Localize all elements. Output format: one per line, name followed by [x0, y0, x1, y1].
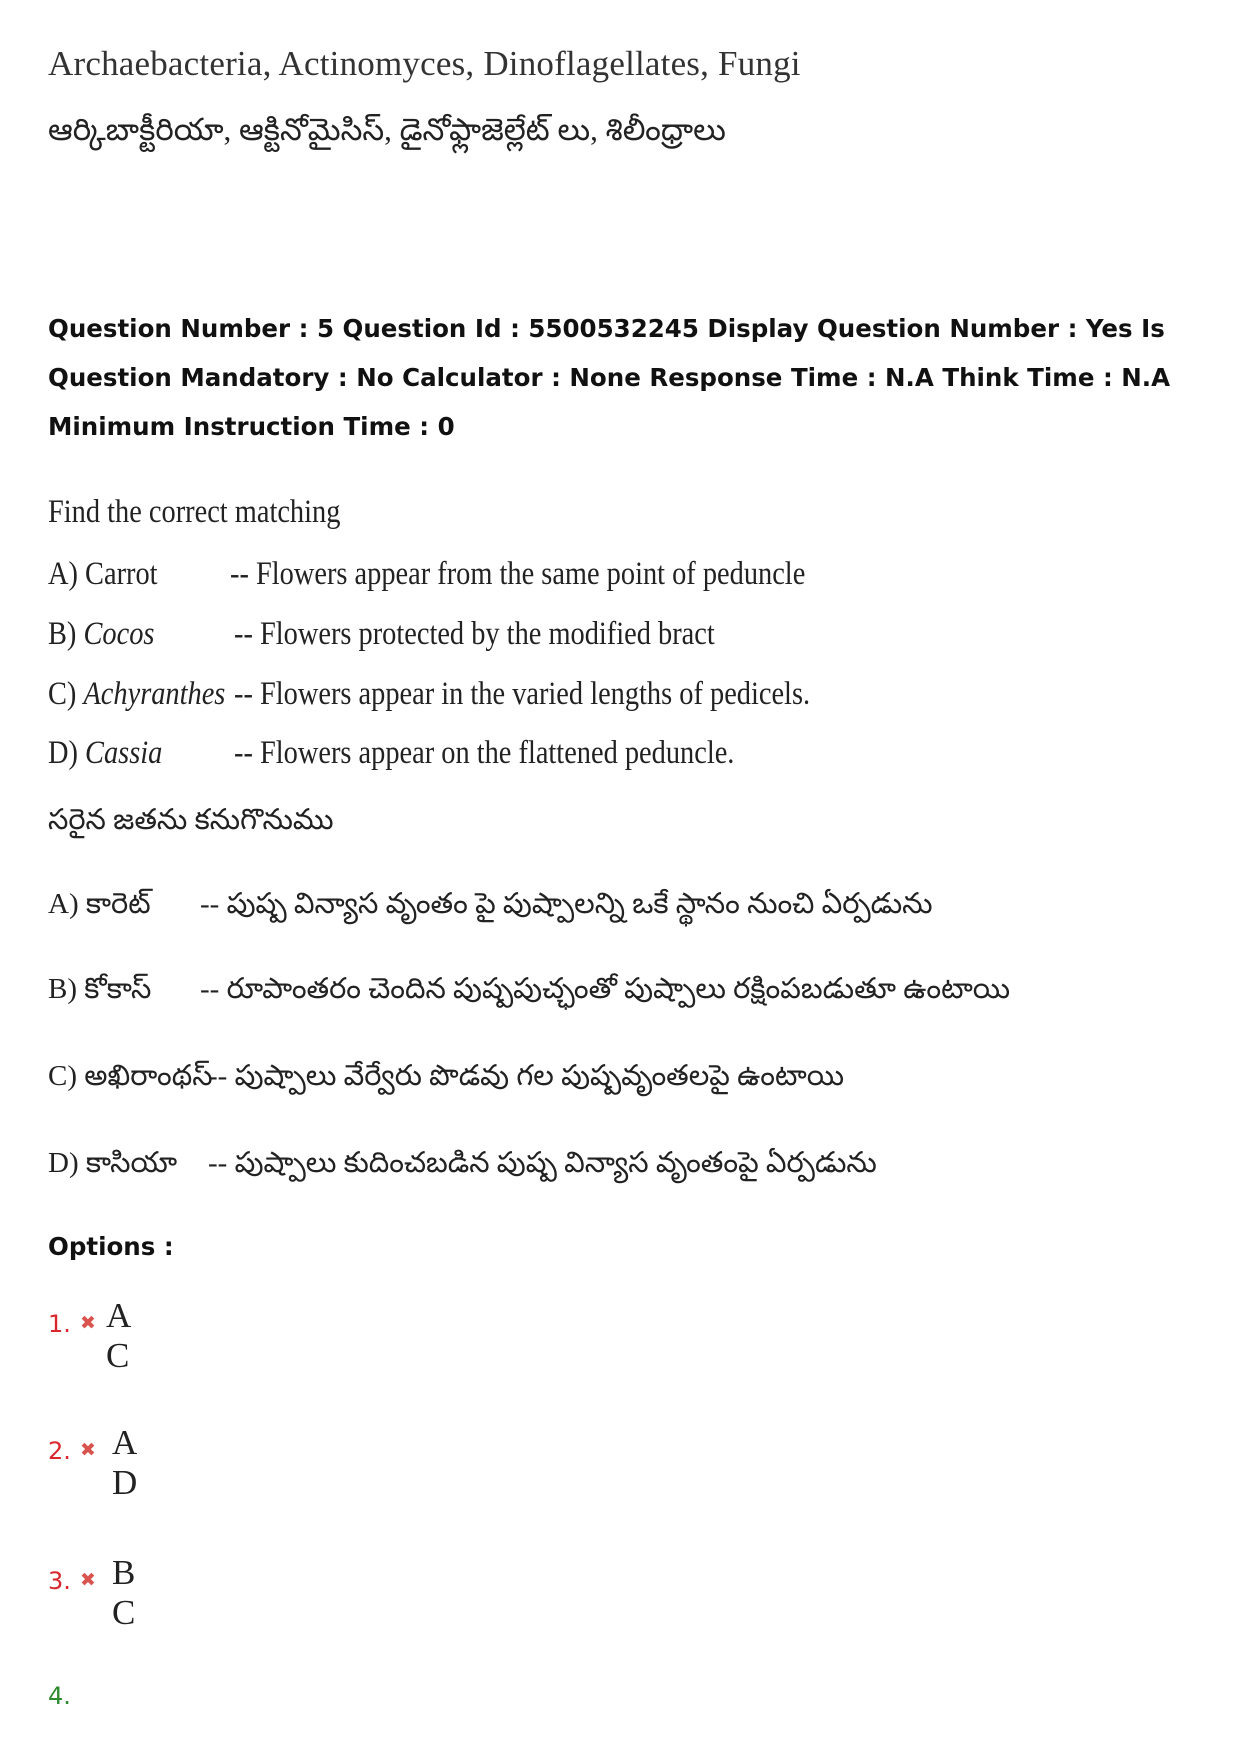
match-label: B) Cocos: [48, 616, 155, 652]
cross-icon: ✖: [80, 1312, 96, 1334]
match-label: D) కాసియా: [48, 1147, 178, 1179]
option-number: 3.: [48, 1567, 71, 1595]
match-description: -- Flowers appear on the flattened peduncle.: [234, 735, 735, 771]
option-number: 2.: [48, 1437, 71, 1465]
match-description: -- రూపాంతరం చెందిన పుష్పపుచ్ఛంతో పుష్పాలు రక్షింపబడుతూ ఉంటాయి: [200, 973, 1011, 1005]
cross-icon: ✖: [80, 1439, 96, 1461]
option-value: A C: [106, 1296, 132, 1375]
previous-option-telugu: ఆర్కిబాక్టీరియా, ఆక్టినోమైసిస్, డైనోఫ్లాజెల్లేట్ లు, శిలీంధ్రాలు: [48, 112, 726, 147]
question-heading-telugu: సరైన జతను కనుగొనుము: [48, 804, 334, 836]
match-label: C) Achyranthes: [48, 676, 226, 712]
match-description: -- Flowers appear from the same point of peduncle: [230, 556, 806, 592]
match-description: -- పుష్పాలు కుదించబడిన పుష్ప విన్యాస వృంతంపై ఏర్పడును: [208, 1147, 877, 1179]
question-meta: Question Number : 5 Question Id : 5500532245 Display Question Number : Yes Is Question Mandatory : No Calculator : None Response Time : N.A Think Time : N.A Minimum Instruction Time : 0: [48, 314, 1171, 441]
options-title: Options :: [48, 1232, 174, 1261]
option-value: B C: [112, 1553, 138, 1632]
match-label: D) Cassia: [48, 735, 163, 771]
match-label: A) Carrot: [48, 556, 158, 592]
match-label: A) కారెట్: [48, 888, 151, 920]
option-number: 4.: [48, 1682, 71, 1710]
option-number: 1.: [48, 1310, 71, 1338]
previous-option-english: Archaebacteria, Actinomyces, Dinoflagellates, Fungi: [48, 44, 801, 83]
question-heading: Find the correct matching: [48, 494, 341, 530]
match-description: -- పుష్పాలు వేర్వేరు పొడవు గల పుష్పవృంతలపై ఉంటాయి: [208, 1060, 845, 1092]
match-label: C) అఖిరాంథస్: [48, 1060, 213, 1092]
match-description: -- Flowers appear in the varied lengths of pedicels.: [234, 676, 811, 712]
match-label: B) కోకాస్: [48, 973, 152, 1005]
match-description: -- Flowers protected by the modified bract: [234, 616, 715, 652]
match-description: -- పుష్ప విన్యాస వృంతం పై పుష్పాలన్ని ఒకే స్థానం నుంచి ఏర్పడును: [200, 888, 933, 920]
option-value: A D: [112, 1423, 140, 1502]
cross-icon: ✖: [80, 1569, 96, 1591]
